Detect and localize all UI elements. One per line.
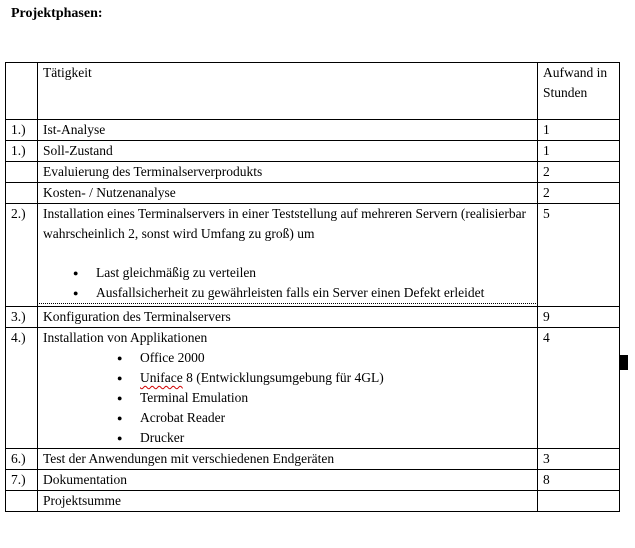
table-row: [6, 470, 620, 491]
row-effort: 3: [538, 449, 620, 470]
row-task: Evaluierung des Terminalserverprodukts: [38, 162, 538, 183]
row-task: Konfiguration des Terminalservers: [38, 307, 538, 328]
row-effort: 9: [538, 307, 620, 328]
row-task-cell: [38, 204, 538, 307]
bullet-item: ● Office 2000: [140, 348, 532, 368]
row-number: [6, 162, 38, 183]
bullet-item: ● Drucker: [140, 428, 532, 448]
row-number: 1.): [6, 120, 38, 141]
bullet-item-text: 8 (Entwicklungsumgebung für 4GL): [182, 370, 384, 385]
row-number: 2.): [6, 204, 38, 307]
row-task: Ist-Analyse: [38, 120, 538, 141]
table-row: [6, 183, 620, 204]
table-row-total: [6, 491, 620, 512]
table-row: [6, 328, 620, 449]
bullet-item: ● Ausfallsicherheit zu gewährleisten falls ein Server einen Defekt erleidet: [96, 283, 532, 303]
row-task: Dokumentation: [38, 470, 538, 491]
row-effort: 2: [538, 183, 620, 204]
row-task: Projektsumme: [38, 491, 538, 512]
bullet-list: [43, 263, 532, 303]
bullet-item: ● Acrobat Reader: [140, 408, 532, 428]
row-number: [6, 183, 38, 204]
bullet-item: ● Last gleichmäßig zu verteilen: [96, 263, 532, 283]
table-row: [6, 307, 620, 328]
dotted-separator: [39, 303, 536, 304]
row-effort: 5: [538, 204, 620, 307]
bullet-item: ● Terminal Emulation: [140, 388, 532, 408]
document-title: Projektphasen:: [11, 6, 103, 21]
row-task-cell: [38, 328, 538, 449]
row-task: Soll-Zustand: [38, 141, 538, 162]
table-row: [6, 141, 620, 162]
header-num-cell: [6, 63, 38, 120]
row-task: Test der Anwendungen mit verschiedenen Endgeräten: [38, 449, 538, 470]
bullet-list: [43, 348, 532, 448]
bullet-item: [140, 368, 532, 388]
row-task: Kosten- / Nutzenanalyse: [38, 183, 538, 204]
row-effort: [538, 491, 620, 512]
row-task: Installation eines Terminalservers in einer Teststellung auf mehreren Servern (realisierbar wahrscheinlich 2, sonst wird Umfang zu groß) um: [43, 206, 527, 241]
row-effort: 8: [538, 470, 620, 491]
row-task: Installation von Applikationen: [43, 330, 208, 345]
row-effort: 1: [538, 120, 620, 141]
table-row: [6, 449, 620, 470]
table-header-row: [6, 63, 620, 120]
row-number: 7.): [6, 470, 38, 491]
project-phases-table: [5, 62, 620, 512]
spellcheck-word: Uniface: [140, 370, 183, 385]
table-row: [6, 162, 620, 183]
row-number: 4.): [6, 328, 38, 449]
table-row: [6, 204, 620, 307]
table-row: [6, 120, 620, 141]
row-number: 6.): [6, 449, 38, 470]
row-number: 1.): [6, 141, 38, 162]
header-task: Tätigkeit: [38, 63, 538, 120]
header-effort: Aufwand in Stunden: [538, 63, 620, 120]
row-effort: 1: [538, 141, 620, 162]
row-end-marker: [619, 355, 628, 370]
row-effort: 2: [538, 162, 620, 183]
row-number: [6, 491, 38, 512]
row-number: 3.): [6, 307, 38, 328]
row-effort: 4: [538, 328, 620, 449]
